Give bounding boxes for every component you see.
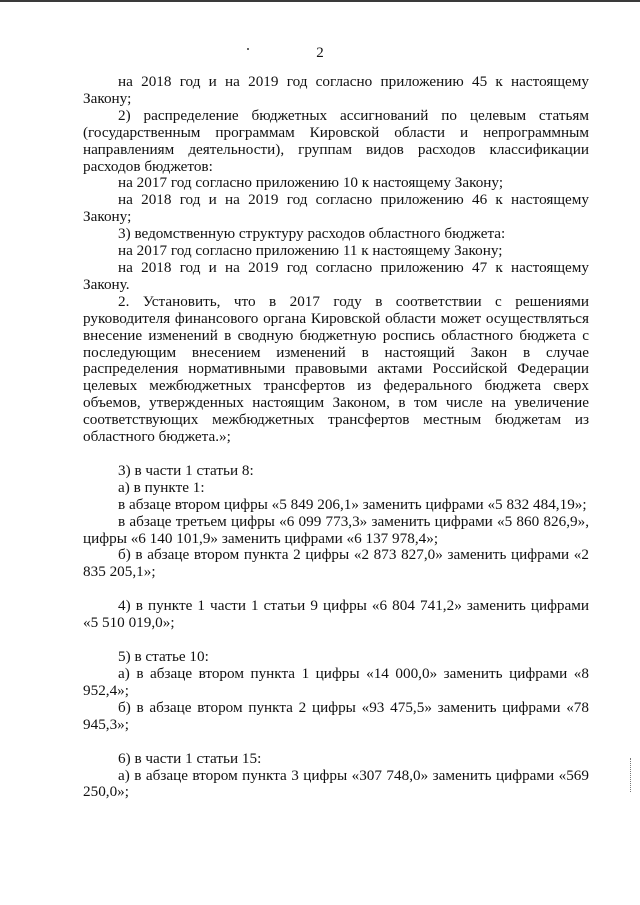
paragraph-gap xyxy=(83,734,589,751)
scan-top-edge xyxy=(0,0,640,2)
paragraph: в абзаце третьем цифры «6 099 773,3» заменить цифрами «5 860 826,9», цифры «6 140 101,9» заменить цифрами «6 137 978,4»; xyxy=(83,512,589,547)
paragraph: на 2018 год и на 2019 год согласно приложению 46 к настоящему Закону; xyxy=(83,191,589,226)
paragraph: б) в абзаце втором пункта 2 цифры «2 873 827,0» заменить цифрами «2 835 205,1»; xyxy=(83,546,589,581)
paragraph: а) в абзаце втором пункта 1 цифры «14 000,0» заменить цифрами «8 952,4»; xyxy=(83,665,589,699)
page-number: 2 xyxy=(316,45,324,61)
paragraph: 3) в части 1 статьи 8: xyxy=(118,461,254,479)
paragraph: на 2018 год и на 2019 год согласно приложению 47 к настоящему Закону. xyxy=(83,258,589,293)
paragraph: на 2017 год согласно приложению 11 к настоящему Закону; xyxy=(118,242,503,260)
paragraph: 5) в статье 10: xyxy=(118,648,209,666)
paragraph-gap xyxy=(83,632,589,649)
paragraph: б) в абзаце втором пункта 2 цифры «93 475,5» заменить цифрами «78 945,3»; xyxy=(83,698,589,733)
document-body xyxy=(83,74,589,801)
paragraph: 2) распределение бюджетных ассигнований по целевым статьям (государственным программам Кировской области и непрограммным направлениям деятельности), группам видов расходов классификации расходов бюджетов: xyxy=(83,106,589,175)
paragraph: а) в абзаце втором пункта 3 цифры «307 748,0» заменить цифрами «569 250,0»; xyxy=(83,766,589,801)
paragraph: в абзаце втором цифры «5 849 206,1» заменить цифрами «5 832 484,19»; xyxy=(118,495,587,513)
paragraph: на 2018 год и на 2019 год согласно приложению 45 к настоящему Закону; xyxy=(83,73,589,107)
paragraph: 3) ведомственную структуру расходов областного бюджета: xyxy=(118,225,506,243)
paragraph: 4) в пункте 1 части 1 статьи 9 цифры «6 804 741,2» заменить цифрами «5 510 019,0»; xyxy=(83,597,589,632)
paragraph-gap xyxy=(83,581,589,598)
paragraph: а) в пункте 1: xyxy=(118,478,205,496)
paragraph: 6) в части 1 статьи 15: xyxy=(118,749,262,767)
paragraph: 2. Установить, что в 2017 году в соответствии с решениями руководителя финансового органа Кировской области может осуществляться внесение изменений в сводную бюджетную роспись областного бюджета с последующим внесением изменений в настоящий Закон в случае распределения нормативными правовыми актами Российской Федерации целевых межбюджетных трансфертов из федерального бюджета сверх объемов, утвержденных настоящим Законом, в том числе на увеличение соответствующих межбюджетных трансфертов местным бюджетам из областного бюджета.»; xyxy=(83,292,589,446)
paragraph-gap xyxy=(83,446,589,463)
scan-margin-marks xyxy=(630,758,632,792)
paragraph: на 2017 год согласно приложению 10 к настоящему Закону; xyxy=(118,174,504,192)
